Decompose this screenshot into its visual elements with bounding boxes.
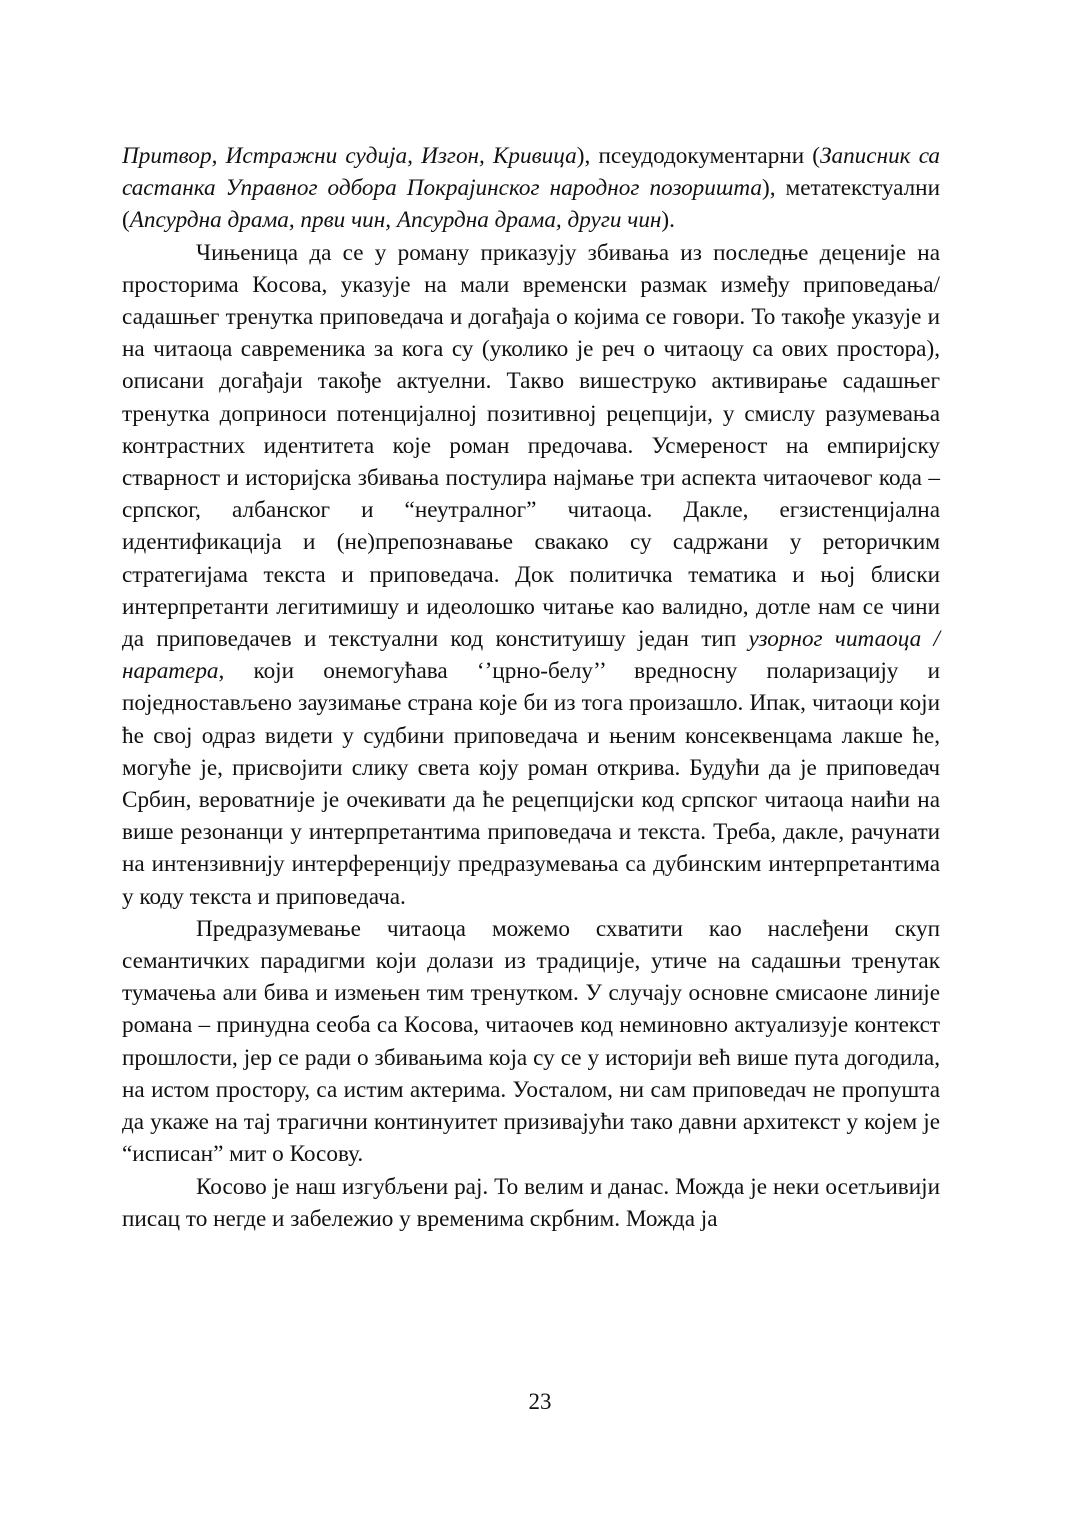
text-span: који онемогућава ‘’црно-белу’’ вредносну поларизацију и поједностављено заузимање страна које би из тога произашло. Ипак, читаоци који ће свој одраз видети у судбини приповедача и њеним консеквенцама лакше ће, могуће је, присвојити слику света коју роман открива. Будући да је приповедач Србин, вероватније је очекивати да ће рецепцијски код српског читаоца наићи на више резонанци у интерпретантима приповедача и текста. Треба, дакле, рачунати на интензивнију интерференцију предразумевања са дубинским интерпретантима у коду текста и приповедача. [122,658,940,910]
text-span: Косово је наш изгубљени рај. То велим и данас. Можда је неки осетљивији писац то негде и забележио у временима скрбним. Можда ја [122,1173,940,1232]
paragraph-2 [122,237,940,913]
italic-term-uzorni-citalac: узорног читаоца / наратера, [122,626,940,685]
text-span: Чињеница да се у роману приказују збивања из последње деценије на просторима Косова, указује на мали временски размак између приповедања/садашњег тренутка приповедача и догађаја о којима се говори. То такође указује и на читаоца савременика за кога су (уколико је реч о читаоцу са ових простора), описани догађаји такође актуелни. Такво вишеструко активирање садашњег тренутка доприноси потенцијалној позитивној рецепцији, у смислу разумевања контрастних идентитета које роман предочава. Усмереност на емпиријску стварност и историјска збивања постулира најмање три аспекта читаочевог кода – српског, албанског и “неутралног” читаоца. Дакле, егзистенцијална идентификација и (не)препознавање свакако су садржани у реторичким стратегијама текста и приповедача. Док политичка тематика и њој блиски интерпретанти легитимишу и идеолошко читање као валидно, дотле нам се чини да приповедачев и текстуални код конституишу један тип [122,239,940,653]
paragraph-1 [122,140,940,237]
italic-title-apsurdna-drama: Апсурдна драма, први чин, Апсурдна драма, други чин [129,207,662,234]
paragraph-4-quote [122,1171,940,1235]
italic-title-zapisnik: Записник са састанка Управног одбора Покрајинског народног позоришта [122,143,940,202]
italic-titles-kafka: Притвор, Истражни судија, Изгон, Кривица [122,143,577,169]
text-span: ). [661,207,675,234]
body-text [122,140,940,1235]
text-span: ), псеудодокументарни ( [576,143,821,169]
text-span: Предразумевање читаоца можемо схватити као наслеђени скуп семантичких парадигми који долази из традиције, утиче на садашњи тренутак тумачења али бива и измењен тим тренутком. У случају основне смисаоне линије романа – принудна сеоба са Косова, читаочев код неминовно актуализује контекст прошлости, јер се ради о збивањима која су се у историји већ више пута догодила, на истом простору, са истим актерима. Уосталом, ни сам приповедач не пропушта да укаже на тај трагични континуитет призивајући тако давни архитекст у којем је “исписан” мит о Косову. [122,915,940,1168]
page-number: 23 [528,1389,552,1414]
paragraph-3 [122,913,940,1171]
text-span: ), метатекстуални ( [122,175,941,234]
